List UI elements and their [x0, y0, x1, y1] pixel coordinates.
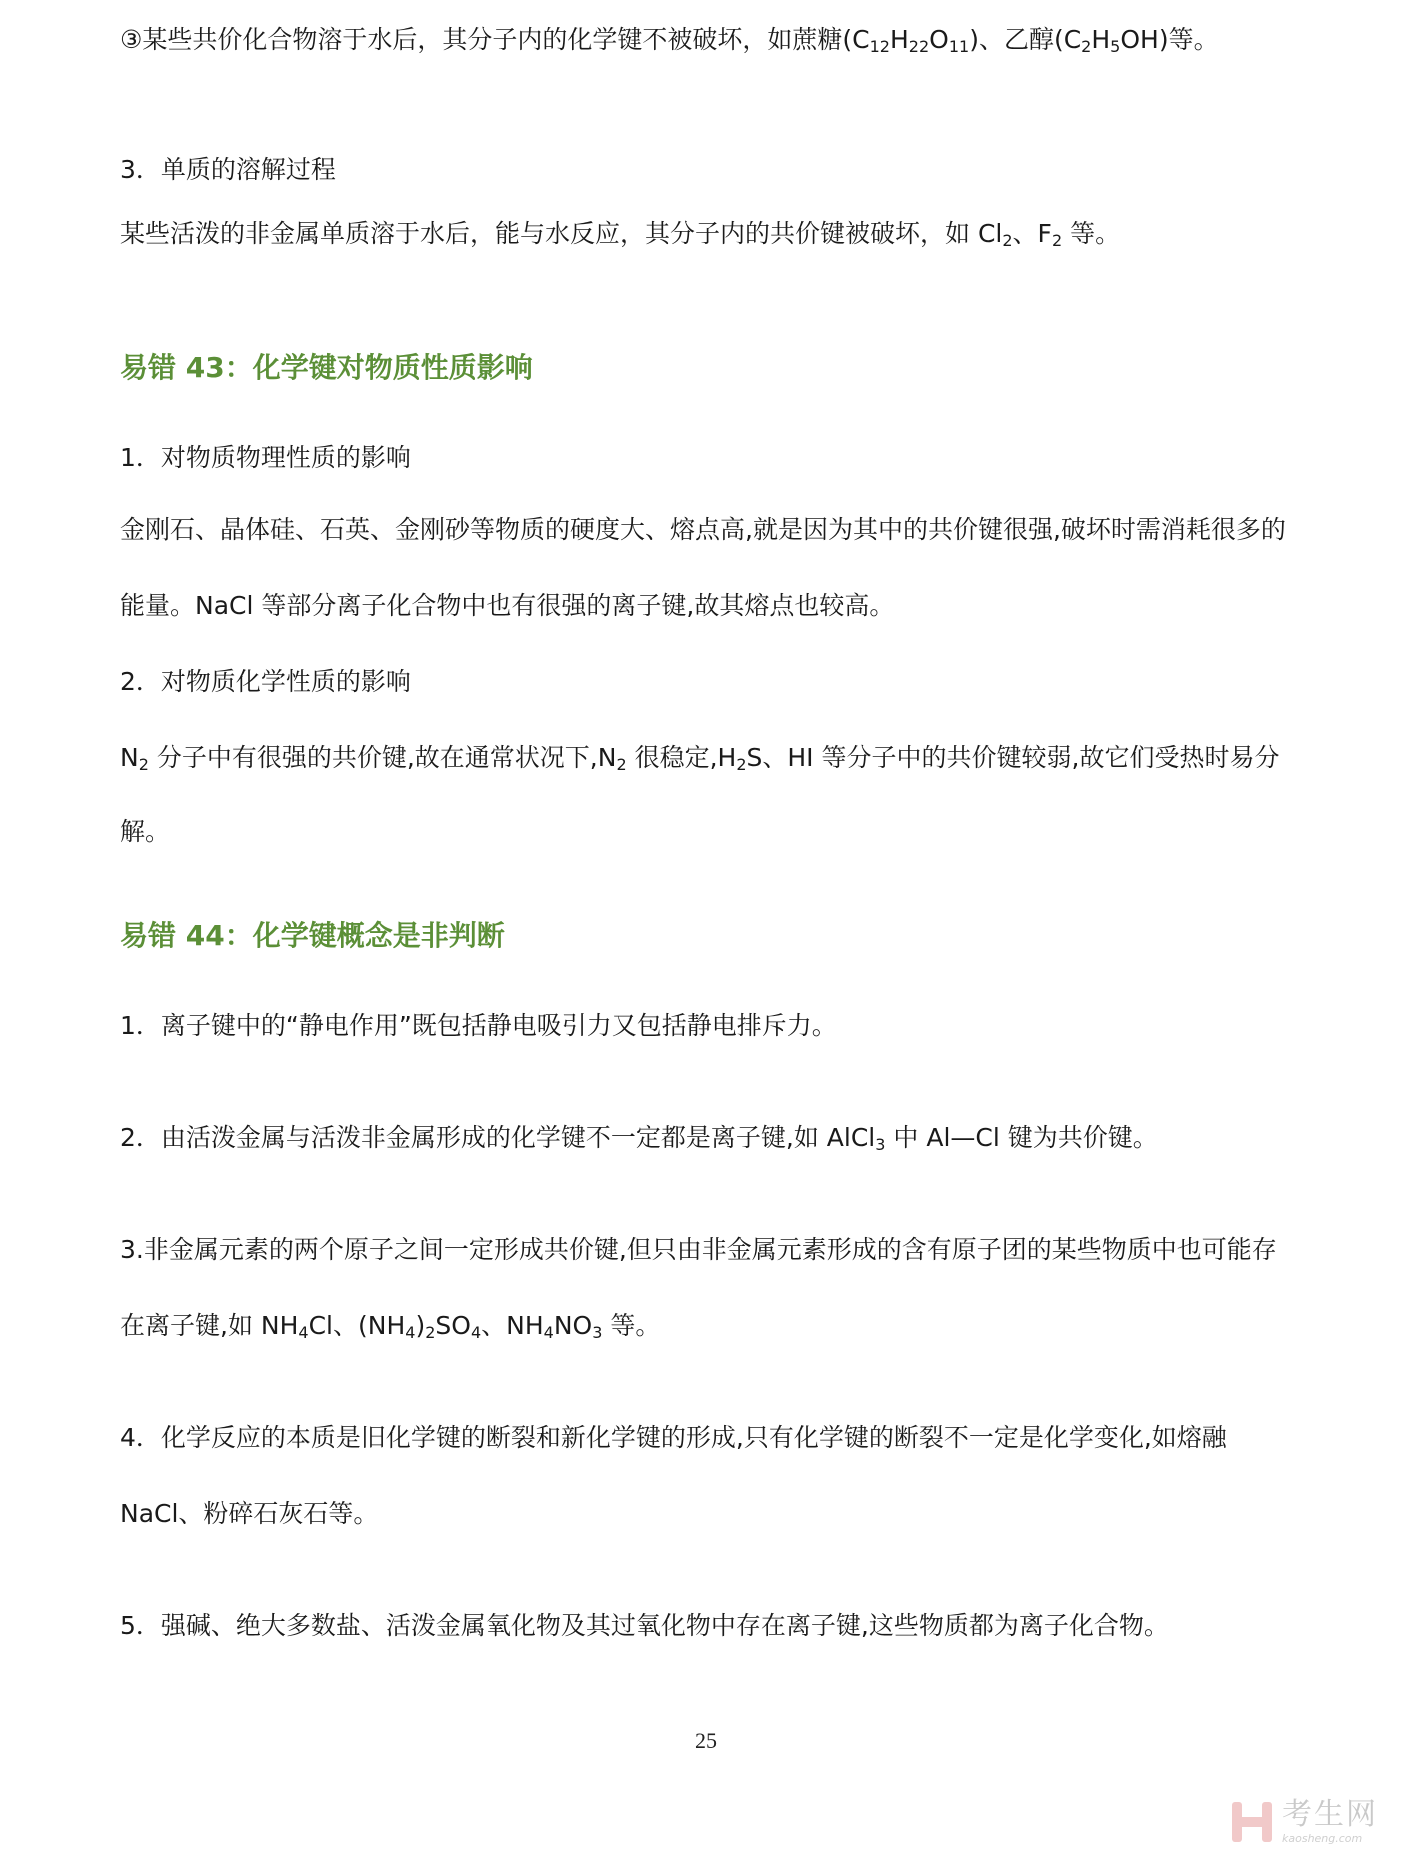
watermark-logo-icon [1232, 1802, 1272, 1842]
paragraph-physical-properties-1: 金刚石、晶体硅、石英、金刚砂等物质的硬度大、熔点高,就是因为其中的共价键很强,破坏时需消耗很多的 [120, 515, 1286, 544]
list-item-4-line-2: NaCl、粉碎石灰石等。 [120, 1499, 379, 1528]
subheading-physical-properties: 1．对物质物理性质的影响 [120, 443, 411, 472]
subheading-chemical-properties: 2．对物质化学性质的影响 [120, 667, 411, 696]
page-number: 25 [695, 1728, 717, 1753]
paragraph-physical-properties-2: 能量。NaCl 等部分离子化合物中也有很强的离子键,故其熔点也较高。 [120, 591, 895, 620]
watermark [1232, 1797, 1378, 1845]
paragraph-covalent-solution: ③某些共价化合物溶于水后，其分子内的化学键不被破坏，如蔗糖$(C_{12}H_{22}O_{11})$、乙醇$(C_2H_5OH)$等。 [120, 25, 1219, 56]
watermark-domain: kaosheng.com [1282, 1832, 1363, 1845]
paragraph-chemical-properties-2: 解。 [120, 817, 171, 846]
list-item-4-line-1: 4．化学反应的本质是旧化学键的断裂和新化学键的形成,只有化学键的断裂不一定是化学变化,如熔融 [120, 1423, 1227, 1452]
list-item-5: 5．强碱、绝大多数盐、活泼金属氧化物及其过氧化物中存在离子键,这些物质都为离子化合物。 [120, 1611, 1169, 1640]
list-item-3-line-2: 在离子键,如 $NH_4Cl$、$(NH_4)_2SO_4$、$NH_4NO_3$ 等。 [120, 1311, 661, 1342]
list-item-3-line-1: 3.非金属元素的两个原子之间一定形成共价键,但只由非金属元素形成的含有原子团的某些物质中也可能存 [120, 1235, 1277, 1264]
paragraph-nonmetal-dissolution: 某些活泼的非金属单质溶于水后，能与水反应，其分子内的共价键被破坏，如 $Cl_2$、$F_2$ 等。 [120, 219, 1121, 250]
section-heading-44: 易错 44：化学键概念是非判断 [120, 919, 505, 952]
list-item-2: 2．由活泼金属与活泼非金属形成的化学键不一定都是离子键,如 AlCl$_3$ 中 Al—Cl 键为共价键。 [120, 1123, 1158, 1154]
paragraph-chemical-properties-1: $N_2$ 分子中有很强的共价键,故在通常状况下$,N_2$ 很稳定$,H_2S$、HI 等分子中的共价键较弱,故它们受热时易分 [120, 743, 1280, 774]
subheading-element-dissolution: 3．单质的溶解过程 [120, 155, 336, 184]
list-item-1: 1．离子键中的“静电作用”既包括静电吸引力又包括静电排斥力。 [120, 1011, 837, 1040]
section-heading-43: 易错 43：化学键对物质性质影响 [120, 351, 533, 384]
watermark-text: 考生网 [1282, 1797, 1378, 1832]
